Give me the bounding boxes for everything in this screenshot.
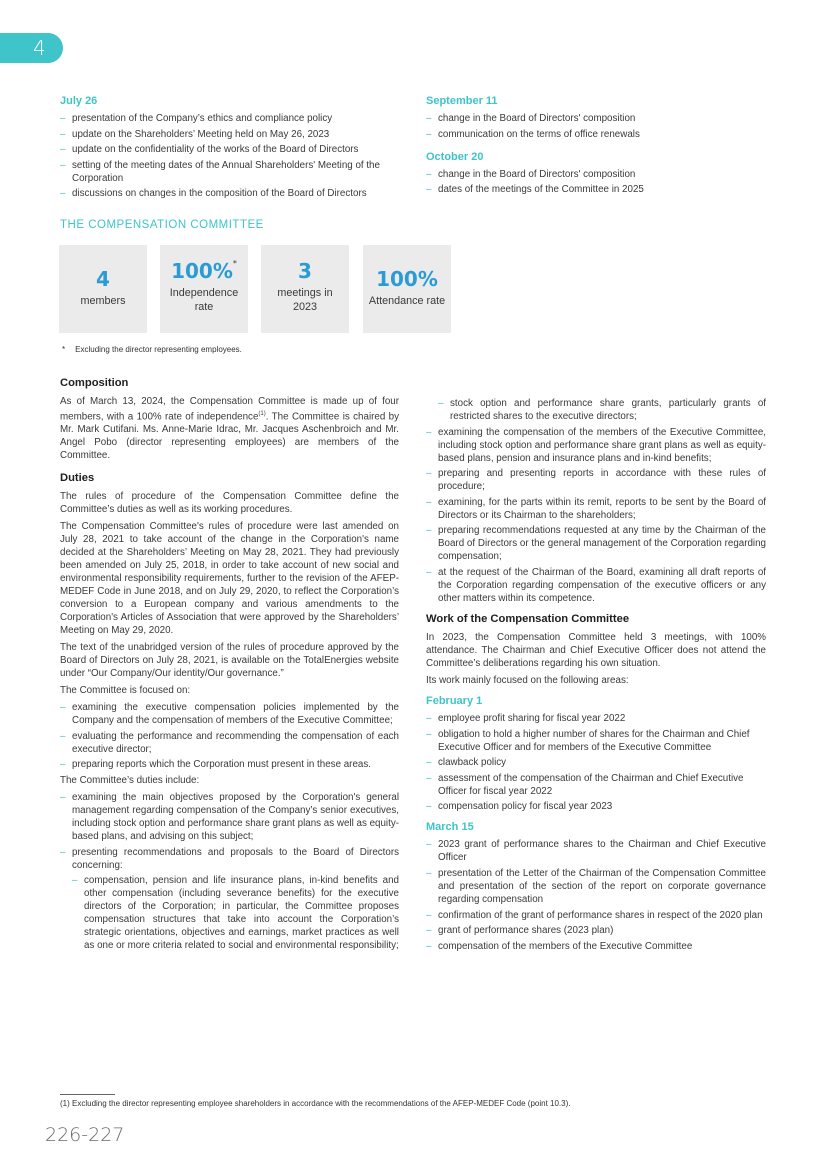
list-item: – discussions on changes in the composition of the Board of Directors xyxy=(60,187,405,200)
duties-intro: The Committee’s duties include: xyxy=(60,775,200,787)
focus-list xyxy=(60,701,399,771)
list-item: – compensation, pension and life insurance plans, in-kind benefits and other compensation (including severance benefits) for the executive directors of the Corporation; in particular, the Committee proposes compensation structures that take into account the Corporation’s strategic orientations, objectives and earnings, market practices as well as one or more criteria related to social and environmental responsibility; xyxy=(72,874,399,952)
duties-paragraph: The Compensation Committee's rules of procedure were last amended on July 28, 2021 to take account of the change in the Corporation's name decided at the Shareholders’ Meeting on May 28, 2021. They had previously been amended on July 25, 2018, in order to take account of new social and environmental responsibility requirements, further to the revision of the AFEP-MEDEF Code in June 2018, and on July 29, 2020, to reflect the Corporation’s conversion to a European company and various amendments to the Corporation's Articles of Association that were approved by the Shareholders’ Meeting on May 29, 2020. xyxy=(60,521,399,637)
duties-paragraph: The text of the unabridged version of the rules of procedure approved by the Board of Directors on July 28, 2021, is available on the TotalEnergies website under “Our Company/Our identity/Our governance.” xyxy=(60,642,399,680)
composition-text: . The Committee is chaired by Mr. Mark Cutifani. Ms. Anne-Marie Idrac, Mr. Jacques Aschenbroich and Mr. Angel Pobo (director representing employees) are members of the Committee. xyxy=(60,411,400,462)
list-item: – compensation policy for fiscal year 2023 xyxy=(426,800,766,813)
kpi-members xyxy=(59,245,147,333)
list-item: – preparing reports which the Corporation must present in these areas. xyxy=(60,758,399,771)
list-item: – clawback policy xyxy=(426,756,766,769)
duties-list xyxy=(60,791,399,952)
list-item: – presentation of the Company’s ethics and compliance policy xyxy=(60,112,405,125)
kpi-value: 100% xyxy=(376,267,438,291)
composition-heading: Composition xyxy=(60,377,129,389)
list-item: – employee profit sharing for fiscal year 2022 xyxy=(426,712,766,725)
list-item: – update on the confidentiality of the works of the Board of Directors xyxy=(60,143,405,156)
july-26-section xyxy=(60,95,405,203)
left-column xyxy=(60,377,399,954)
kpi-footnote-text: Excluding the director representing employees. xyxy=(75,345,242,354)
list-item: – at the request of the Chairman of the Board, examining all draft reports of the Corporation regarding compensation of the executive officers or any other matters within its competence. xyxy=(426,566,766,605)
chapter-number: 4 xyxy=(33,36,46,60)
kpi-footnote xyxy=(62,345,242,354)
duties-heading: Duties xyxy=(60,472,95,485)
list-item: – obligation to hold a higher number of shares for the Chairman and Chief Executive Officer and for members of the Executive Committee xyxy=(426,728,766,754)
date-heading-february-1: February 1 xyxy=(426,694,483,707)
page-number: 226-227 xyxy=(45,1124,125,1146)
list-item: – update on the Shareholders’ Meeting held on May 26, 2023 xyxy=(60,128,405,141)
kpi-footnote-mark: * xyxy=(62,345,66,354)
sep-oct-section xyxy=(426,95,771,199)
list-item: – compensation of the members of the Executive Committee xyxy=(426,940,766,953)
work-heading: Work of the Compensation Committee xyxy=(426,612,630,625)
kpi-label: Independence rate xyxy=(169,287,239,313)
kpi-value xyxy=(160,259,248,283)
date-heading-march-15: March 15 xyxy=(426,821,474,834)
kpi-value-number: 100% xyxy=(171,259,233,283)
february-1-list xyxy=(426,712,766,813)
list-item: – stock option and performance share grants, particularly grants of restricted shares to the executive directors; xyxy=(438,397,766,423)
list-item: – communication on the terms of office renewals xyxy=(426,128,771,141)
duties-list-continued xyxy=(426,426,766,605)
list-item: – examining, for the parts within its remit, reports to be sent by the Board of Directors or its Chairman to the shareholders; xyxy=(426,496,766,522)
footnote-ref: (1) xyxy=(258,411,266,417)
kpi-attendance xyxy=(363,245,451,333)
list-item: – examining the compensation of the members of the Executive Committee, including stock option and performance share grant plans as well as equity-based plans, pension and insurance plans and in-kind benefits; xyxy=(426,426,766,465)
right-column xyxy=(426,397,766,955)
committee-title: THE COMPENSATION COMMITTEE xyxy=(60,219,264,231)
date-heading-october-20: October 20 xyxy=(426,150,484,163)
chapter-tab xyxy=(0,33,63,63)
composition-text: As of March 13, 2024, the Compensation Committee is made up of four members, with a 100% rate of independence xyxy=(60,396,399,423)
list-item: – assessment of the compensation of the Chairman and Chief Executive Officer for fiscal year 2022 xyxy=(426,772,766,798)
list-item: – setting of the meeting dates of the Annual Shareholders' Meeting of the Corporation xyxy=(60,159,405,185)
duties-sub-list xyxy=(72,874,399,952)
list-item: – examining the executive compensation policies implemented by the Company and the compensation of members of the Executive Committee; xyxy=(60,701,399,727)
date-heading-september-11: September 11 xyxy=(426,95,498,107)
list-item: – dates of the meetings of the Committee in 2025 xyxy=(426,183,771,196)
focus-intro: The Committee is focused on: xyxy=(60,685,191,697)
october-20-list xyxy=(426,168,771,197)
composition-paragraph xyxy=(60,395,399,462)
kpi-value: 3 xyxy=(298,259,312,283)
list-item: – presentation of the Letter of the Chairman of the Compensation Committee and presentation of the section of the report on corporate governance regarding compensation xyxy=(426,867,766,906)
kpi-label: meetings in 2023 xyxy=(277,287,333,313)
list-item-text: presenting recommendations and proposals to the Board of Directors concerning: xyxy=(72,846,399,871)
list-item: – change in the Board of Directors' composition xyxy=(426,112,771,125)
kpi-label: Attendance rate xyxy=(368,295,446,307)
work-paragraph: Its work mainly focused on the following areas: xyxy=(426,674,629,686)
list-item: – evaluating the performance and recommending the compensation of each executive director; xyxy=(60,730,399,756)
list-item xyxy=(60,846,399,952)
list-item: – confirmation of the grant of performance shares in respect of the 2020 plan xyxy=(426,909,766,922)
kpi-value: 4 xyxy=(96,267,110,291)
september-11-list xyxy=(426,112,771,141)
list-item: – preparing recommendations requested at any time by the Chairman of the Board of Directors or the general management of the Corporation regarding compensation; xyxy=(426,524,766,563)
list-item: – change in the Board of Directors' composition xyxy=(426,168,771,181)
march-15-list xyxy=(426,838,766,952)
kpi-label: members xyxy=(80,295,126,307)
work-paragraph: In 2023, the Compensation Committee held 3 meetings, with 100% attendance. The Chairman and Chief Executive Officer does not attend the Committee’s deliberations regarding his own situation. xyxy=(426,631,766,669)
july-26-list xyxy=(60,112,405,200)
list-item: – grant of performance shares (2023 plan) xyxy=(426,924,766,937)
date-heading-july-26: July 26 xyxy=(60,95,98,107)
duties-sub-list-continued xyxy=(426,397,766,423)
list-item: – preparing and presenting reports in accordance with these rules of procedure; xyxy=(426,467,766,493)
kpi-value-mark: * xyxy=(232,259,237,268)
footnote-divider xyxy=(60,1094,115,1095)
kpi-independence xyxy=(160,245,248,333)
list-item: – examining the main objectives proposed by the Corporation's general management regarding compensation of the Company’s senior executives, including stock option and performance share grant plans as well as equity-based plans, and advising on this subject; xyxy=(60,791,399,843)
footnote: (1) Excluding the director representing employee shareholders in accordance with the recommendations of the AFEP-MEDEF Code (point 10.3). xyxy=(60,1099,571,1108)
duties-paragraph: The rules of procedure of the Compensation Committee define the Committee’s duties as well as its working procedures. xyxy=(60,491,399,516)
kpi-meetings xyxy=(261,245,349,333)
list-item: – 2023 grant of performance shares to the Chairman and Chief Executive Officer xyxy=(426,838,766,864)
